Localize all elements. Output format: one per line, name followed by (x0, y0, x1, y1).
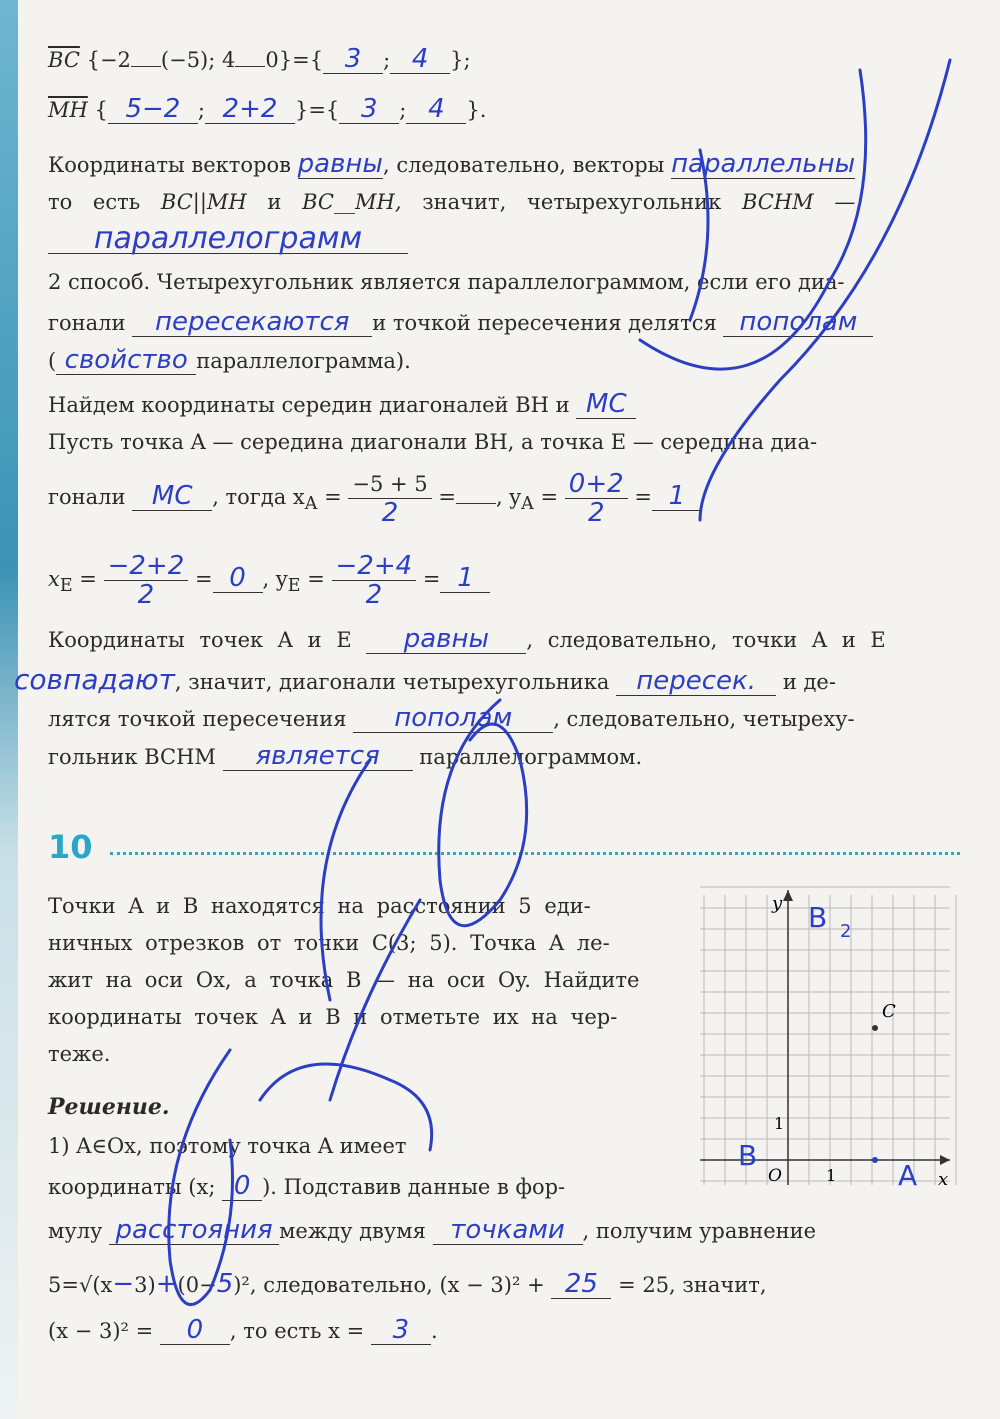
text-part: 3) (134, 1273, 156, 1297)
text-part: мулу (48, 1219, 103, 1243)
solution-line (48, 1172, 565, 1201)
solution-line (48, 1216, 816, 1245)
text-line (48, 221, 408, 256)
text-part: (0− (177, 1273, 217, 1297)
handwritten-value: 0 (222, 1172, 262, 1201)
unit-x-label: 1 (826, 1166, 837, 1185)
text-part: , y (262, 567, 288, 591)
solution-line (48, 1270, 767, 1299)
handwritten-value: MC (132, 482, 212, 511)
text-part: }. (466, 98, 487, 122)
grid-lines (700, 887, 956, 1185)
handwritten-value: 2+2 (205, 95, 295, 124)
text-part: = (72, 567, 97, 591)
text-line (48, 346, 411, 375)
solution-line (48, 1316, 438, 1345)
text-part: }; (450, 48, 471, 72)
vector-mh-line (48, 95, 486, 124)
text-part: параллелограммом. (419, 745, 643, 769)
handwritten-value: MC (576, 390, 636, 419)
text-part: BC||MH (160, 190, 247, 214)
task-text-line: координаты точек A и B и отметьте их на чер- (48, 1005, 618, 1029)
text-part: E (59, 576, 73, 597)
handwritten-value: 5−2 (108, 95, 198, 124)
text-part: = (194, 567, 213, 591)
solution-title: Решение. (48, 1094, 170, 1120)
y-axis-arrow (783, 890, 793, 901)
text-part: = (422, 567, 441, 591)
text-part: , следовательно, векторы (382, 153, 665, 177)
vector-bc-line (48, 45, 471, 74)
page-spine-stripe (0, 0, 18, 1419)
handwritten-value: 5 (216, 1269, 234, 1299)
handwritten-value: −2+4 (332, 552, 417, 581)
text-part: , следовательно, точки A и E (526, 628, 886, 652)
handwritten-value: 25 (551, 1270, 611, 1299)
text-line (48, 625, 886, 654)
handwritten-value: 0+2 (565, 470, 628, 499)
text-part: то есть (48, 190, 141, 214)
handwritten-value: пересек. (616, 667, 776, 696)
text-part: 0}={ (265, 48, 324, 72)
handwritten-value: 2 (137, 580, 155, 610)
text-part: и (267, 190, 282, 214)
point-a-mark (872, 1157, 878, 1163)
text-part: , значит, диагонали четырехугольника (174, 670, 610, 694)
text-part: Координаты точек A и E (48, 628, 352, 652)
handwritten-value: пополам (723, 308, 873, 337)
text-part: координаты (x; (48, 1175, 216, 1199)
text-part: ; (399, 98, 407, 122)
text-part: A (304, 494, 318, 515)
text-part: = (300, 567, 325, 591)
text-part: Координаты векторов (48, 153, 291, 177)
text-part: , получим уравнение (582, 1219, 817, 1243)
handwritten-value: 3 (371, 1316, 431, 1345)
handwritten-value: 0 (160, 1316, 230, 1345)
x-axis-label: x (938, 1169, 949, 1190)
handwritten-value: параллелограмм (48, 225, 408, 254)
text-part: = (533, 485, 559, 509)
vector-bc-label: $\overline{BC}$ (48, 48, 80, 72)
text-part: }={ (294, 98, 340, 122)
text-line (48, 268, 845, 296)
point-c (872, 1025, 878, 1031)
text-part: гонали (48, 311, 126, 335)
text-part: E (287, 576, 301, 597)
text-part: гольник BCHM (48, 745, 216, 769)
text-line (48, 428, 817, 456)
text-part: ( (48, 349, 57, 373)
handwritten-value: совпадают (14, 663, 175, 696)
vector-mh-label: $\overline{MH}$ (48, 98, 88, 122)
handwritten-value: пополам (353, 704, 553, 733)
handwritten-b-coordinate: 2 (840, 921, 852, 942)
text-part: , y (495, 485, 522, 509)
text-part: = (438, 485, 456, 509)
task-number: 10 (48, 828, 93, 866)
text-line (48, 188, 855, 216)
blank (131, 66, 161, 67)
task-text-line: ничных отрезков от точки C(3; 5). Точка A ле- (48, 931, 610, 955)
text-part: A (521, 494, 534, 515)
handwritten-value: 0 (213, 564, 263, 593)
handwritten-value: − (112, 1269, 135, 1299)
text-line (48, 704, 855, 733)
point-c-label: C (882, 1001, 896, 1022)
text-part: 5=√(x (48, 1273, 113, 1297)
fraction (565, 470, 628, 527)
text-part: ; (197, 98, 205, 122)
text-part: {−2 (86, 48, 131, 72)
task-text-line: жит на оси Ox, а точка B — на оси Oy. Найдите (48, 968, 640, 992)
handwritten-b-label: B (808, 901, 828, 934)
text-part: ; (383, 48, 391, 72)
handwritten-value: 2 (381, 498, 399, 528)
fraction (104, 552, 189, 609)
text-part: 2 способ. Четырехугольник является параллелограммом, если его диа- (48, 270, 845, 294)
handwritten-value: равны (366, 625, 526, 654)
handwritten-value: 1 (652, 482, 702, 511)
text-line (14, 663, 836, 696)
handwritten-value: 4 (390, 45, 450, 74)
text-line (48, 742, 642, 771)
text-part: BCHM — (741, 190, 856, 214)
text-part: гонали (48, 485, 126, 509)
y-axis-label: y (772, 893, 783, 914)
handwritten-value: 2 (365, 580, 383, 610)
origin-label: O (768, 1166, 782, 1186)
text-part: и де- (782, 670, 836, 694)
handwritten-value: 3 (323, 45, 383, 74)
text-part: { (94, 98, 108, 122)
text-line (48, 552, 490, 609)
text-part: Найдем координаты середин диагоналей BH и (48, 393, 570, 417)
handwritten-value: 3 (339, 95, 399, 124)
coordinate-grid (700, 885, 960, 1195)
text-line (48, 150, 855, 179)
task-text-line: теже. (48, 1042, 111, 1066)
task-statement (48, 888, 639, 1073)
text-part: . (430, 1319, 438, 1343)
text-part: , тогда x (212, 485, 305, 509)
text-part: , следовательно, четыреху- (553, 707, 855, 731)
handwritten-a-mark: A (898, 1159, 918, 1192)
task-divider (110, 852, 960, 855)
text-part: параллелограмма). (196, 349, 411, 373)
text-part: и точкой пересечения делятся (372, 311, 717, 335)
text-part: лятся точкой пересечения (48, 707, 347, 731)
text-part: )², следовательно, (x − 3)² + (233, 1273, 545, 1297)
solution-line: 1) A∈Ox, поэтому точка A имеет (48, 1134, 407, 1158)
text-part: = (317, 485, 342, 509)
text-part: x (48, 567, 60, 591)
text-line (48, 470, 702, 527)
task-text-line: Точки A и B находятся на расстоянии 5 еди- (48, 894, 591, 918)
handwritten-value: 2 (587, 498, 605, 528)
handwritten-value: является (223, 742, 413, 771)
handwritten-value: точками (433, 1216, 583, 1245)
text-part: , то есть x = (229, 1319, 365, 1343)
handwritten-value: равны (297, 149, 383, 179)
x-axis-arrow (940, 1155, 950, 1165)
text-part: Пусть точка A — середина диагонали BH, а точка E — середина диа- (48, 430, 818, 454)
handwritten-value: параллельны (671, 149, 856, 179)
handwritten-value: 4 (406, 95, 466, 124)
text-part: = 25, значит, (618, 1273, 767, 1297)
handwritten-value: −2+2 (104, 552, 189, 581)
unit-y-label: 1 (774, 1114, 785, 1133)
handwritten-b-mark: B (738, 1139, 758, 1172)
text-part: между двумя (279, 1219, 426, 1243)
text-part: = (634, 485, 652, 509)
text-line (48, 308, 873, 337)
text-part: −5 + 5 (348, 470, 431, 499)
handwritten-value: расстояния (109, 1216, 279, 1245)
text-part: ). Подставив данные в фор- (262, 1175, 566, 1199)
text-part: BC__MH, (302, 190, 402, 214)
fraction (348, 470, 431, 527)
blank (456, 503, 496, 504)
text-part: (x − 3)² = (48, 1319, 154, 1343)
handwritten-value: свойство (56, 346, 196, 375)
text-part: значит, четырехугольник (422, 190, 722, 214)
handwritten-value: пересекаются (132, 308, 372, 337)
text-part: (−5); 4 (160, 48, 236, 72)
fraction (332, 552, 417, 609)
text-line (48, 390, 636, 419)
handwritten-value: 1 (440, 564, 490, 593)
handwritten-value: + (155, 1269, 178, 1299)
blank (235, 66, 265, 67)
